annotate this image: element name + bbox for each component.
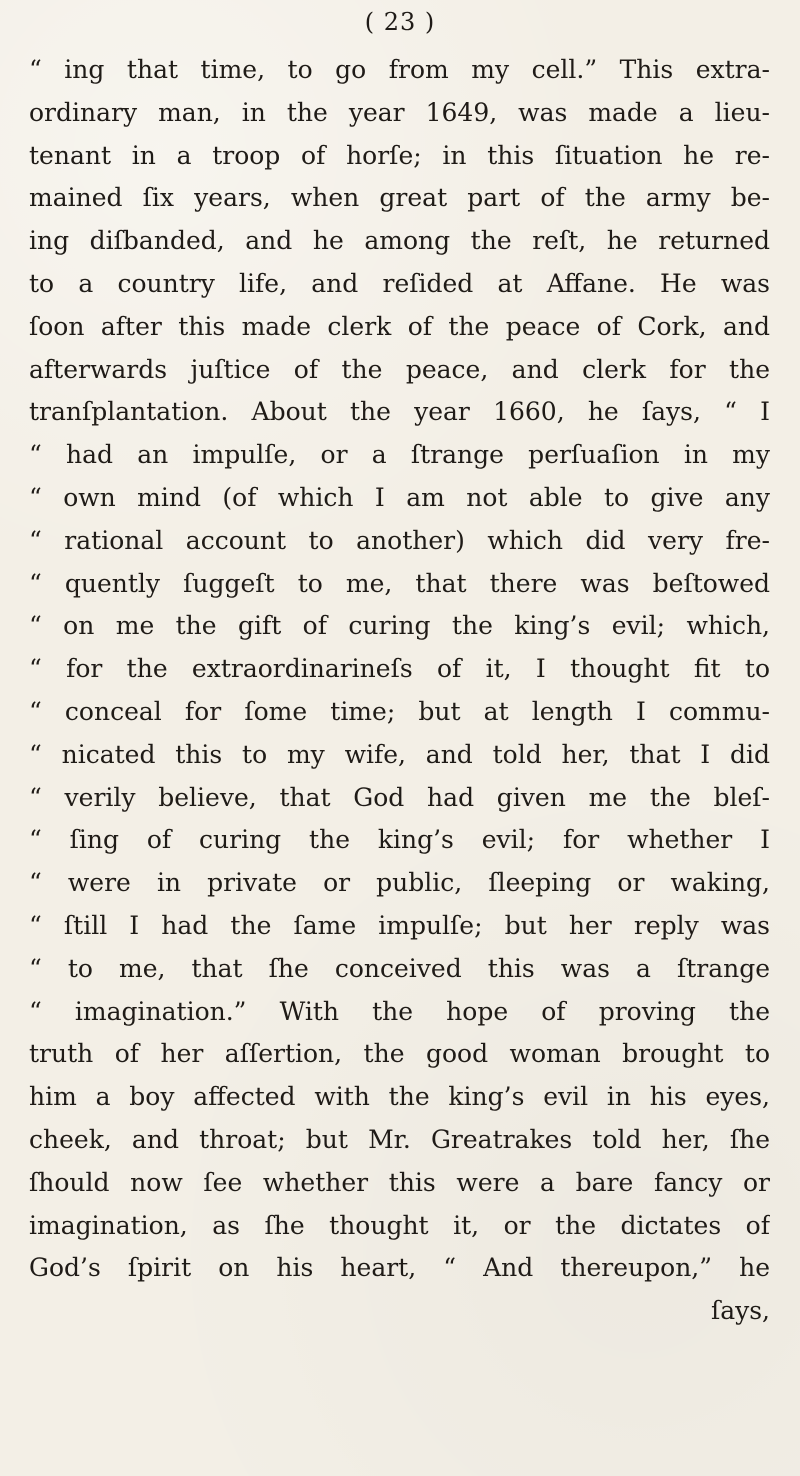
text-line-19: “ ſing of curing the king’s evil; for whether I	[29, 825, 770, 855]
text-line-17: “ nicated this to my wife, and told her, that I did	[29, 739, 770, 769]
text-line-9: tranſplantation. About the year 1660, he ſays, “ I	[29, 397, 770, 427]
body-text	[29, 49, 770, 1333]
text-line-23: “ imagination.” With the hope of proving the	[29, 996, 770, 1026]
text-line-20: “ were in private or public, ſleeping or waking,	[29, 868, 770, 898]
text-line-16: “ conceal for ſome time; but at length I commu-	[29, 696, 770, 726]
text-line-4: mained ſix years, when great part of the army be-	[29, 183, 770, 213]
text-line-5: ing diſbanded, and he among the reſt, he returned	[29, 226, 770, 256]
text-line-11: “ own mind (of which I am not able to give any	[29, 482, 770, 512]
text-line-3: tenant in a troop of horſe; in this ſituation he re-	[29, 140, 770, 170]
text-line-10: “ had an impulſe, or a ſtrange perſuaſion in my	[29, 440, 770, 470]
catchword: ſays,	[710, 1296, 770, 1326]
text-line-21: “ ſtill I had the ſame impulſe; but her reply was	[29, 910, 770, 940]
text-line-27: ſhould now ſee whether this were a bare fancy or	[29, 1167, 770, 1197]
text-line-12: “ rational account to another) which did very fre-	[29, 525, 770, 555]
text-line-8: afterwards juſtice of the peace, and clerk for the	[29, 354, 770, 384]
text-line-2: ordinary man, in the year 1649, was made a lieu-	[29, 97, 770, 127]
text-line-26: cheek, and throat; but Mr. Greatrakes told her, ſhe	[29, 1124, 770, 1154]
text-line-28: imagination, as ſhe thought it, or the dictates of	[29, 1210, 770, 1240]
text-line-7: ſoon after this made clerk of the peace of Cork, and	[29, 311, 770, 341]
text-line-25: him a boy affected with the king’s evil in his eyes,	[29, 1082, 770, 1112]
text-line-14: “ on me the gift of curing the king’s evil; which,	[29, 611, 770, 641]
text-line-6: to a country life, and reſided at Affane. He was	[29, 268, 770, 298]
text-line-18: “ verily believe, that God had given me the bleſ-	[29, 782, 770, 812]
text-line-24: truth of her aſſertion, the good woman brought to	[29, 1039, 770, 1069]
text-line-1: “ ing that time, to go from my cell.” This extra-	[29, 55, 770, 84]
text-line-13: “ quently ſuggeſt to me, that there was beſtowed	[29, 568, 770, 598]
text-line-15: “ for the extraordinarineſs of it, I thought fit to	[29, 654, 770, 684]
text-line-22: “ to me, that ſhe conceived this was a ſtrange	[29, 953, 770, 983]
page-number: ( 23 )	[364, 8, 436, 36]
text-line-29: God’s ſpirit on his heart, “ And thereupon,” he	[29, 1253, 770, 1283]
